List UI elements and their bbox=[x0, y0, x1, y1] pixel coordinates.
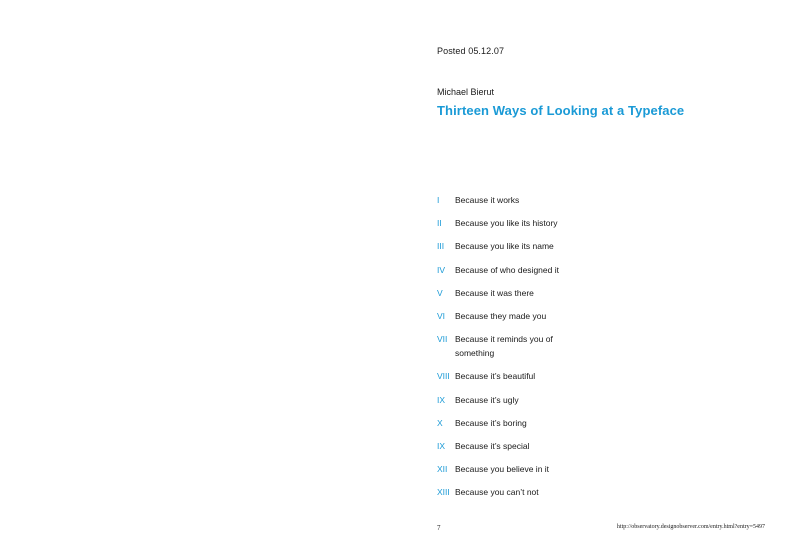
list-item bbox=[437, 239, 587, 253]
roman-numeral: XII bbox=[437, 464, 448, 475]
author-name: Michael Bierut bbox=[437, 87, 495, 97]
reason-text: Because it’s special bbox=[455, 440, 530, 451]
reason-text: Because they made you bbox=[455, 310, 547, 321]
roman-numeral: IV bbox=[437, 264, 446, 275]
list-item bbox=[437, 462, 587, 476]
list-item bbox=[437, 286, 587, 300]
list-item bbox=[437, 263, 587, 277]
posted-date: Posted 05.12.07 bbox=[437, 46, 505, 56]
roman-numeral: VIII bbox=[437, 371, 450, 382]
roman-numeral: III bbox=[437, 241, 445, 252]
list-item bbox=[437, 332, 587, 360]
reason-text: Because you like its name bbox=[455, 241, 554, 252]
list-item bbox=[437, 193, 587, 207]
reason-text: Because it’s ugly bbox=[455, 394, 519, 405]
reason-text: Because you can’t not bbox=[455, 487, 539, 498]
reason-text: Because you like its history bbox=[455, 218, 558, 229]
reason-text: Because it works bbox=[455, 195, 520, 205]
reason-text: Because it reminds you of something bbox=[455, 334, 553, 359]
roman-numeral: IX bbox=[437, 440, 446, 451]
list-item bbox=[437, 485, 587, 499]
source-url: http://observatory.designobserver.com/entry.html?entry=5497 bbox=[616, 524, 765, 530]
reason-text: Because you believe in it bbox=[455, 464, 550, 475]
article-title: Thirteen Ways of Looking at a Typeface bbox=[437, 103, 685, 118]
roman-numeral: II bbox=[437, 218, 442, 229]
roman-numeral: V bbox=[437, 287, 443, 298]
roman-numeral: VII bbox=[437, 334, 448, 345]
list-item bbox=[437, 309, 587, 323]
reason-text: Because it was there bbox=[455, 287, 534, 298]
list-item bbox=[437, 393, 587, 407]
roman-numeral: I bbox=[437, 195, 440, 205]
roman-numeral: X bbox=[437, 417, 443, 428]
list-item bbox=[437, 416, 587, 430]
roman-numeral: VI bbox=[437, 310, 446, 321]
list-item bbox=[437, 216, 587, 230]
reasons-list bbox=[437, 193, 587, 508]
reason-text: Because it’s boring bbox=[455, 417, 527, 428]
roman-numeral: IX bbox=[437, 394, 446, 405]
page-number: 7 bbox=[437, 524, 441, 532]
roman-numeral: XIII bbox=[437, 487, 450, 498]
reason-text: Because it’s beautiful bbox=[455, 371, 536, 382]
list-item bbox=[437, 439, 587, 453]
reason-text: Because of who designed it bbox=[455, 264, 559, 275]
list-item bbox=[437, 369, 587, 383]
